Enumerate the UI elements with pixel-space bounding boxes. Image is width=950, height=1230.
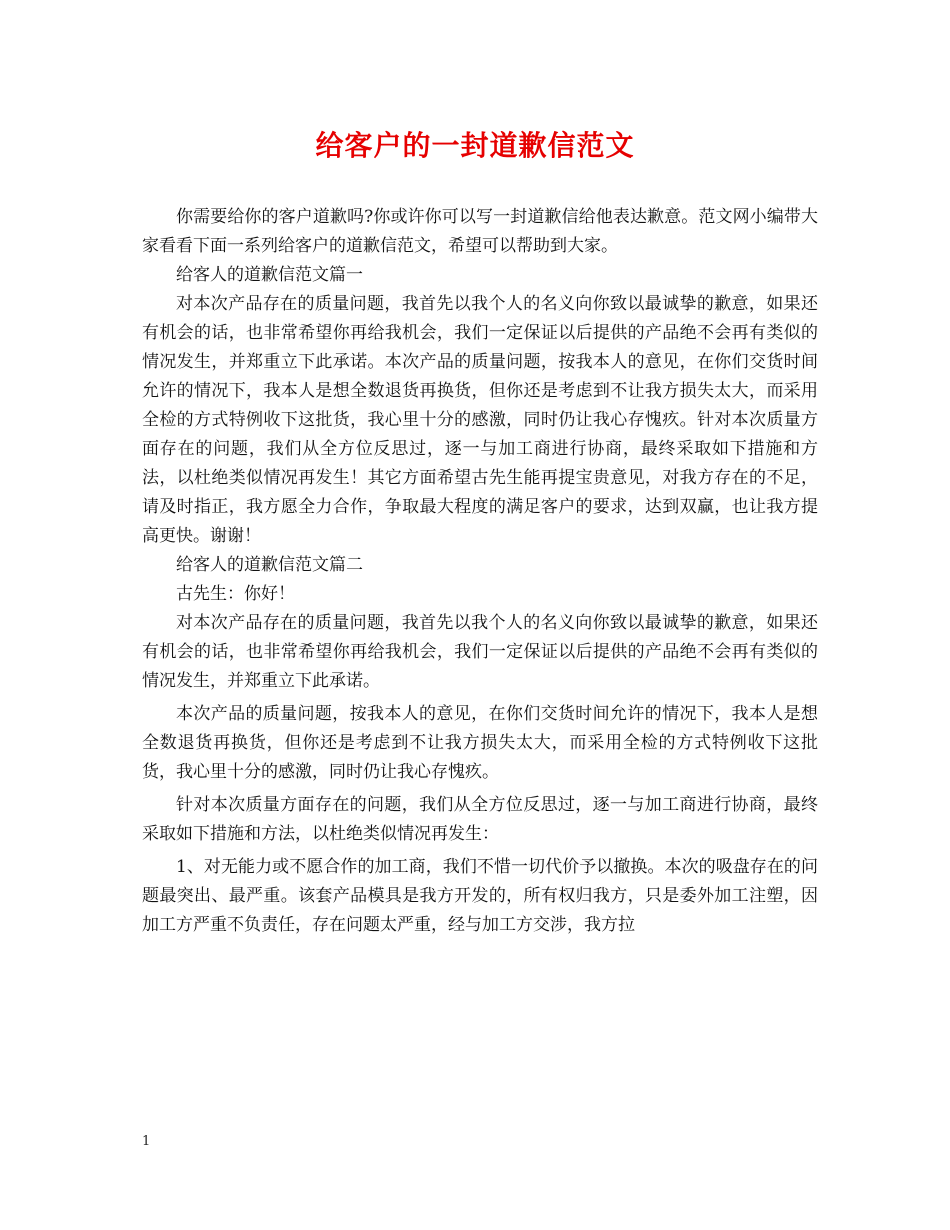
section-heading-2: 给客人的道歉信范文篇二: [176, 555, 363, 575]
body-paragraph: 对本次产品存在的质量问题，我首先以我个人的名义向你致以最诚挚的歉意，如果还有机会的话，也非常希望你再给我机会，我们一定保证以后提供的产品绝不会再有类似的情况发生，并郑重立下此承诺。本次产品的质量问题，按我本人的意见，在你们交货时间允许的情况下，我本人是想全数退货再换货，但你还是考虑到不让我方损失太大，而采用全检的方式特例收下这批货，我心里十分的感激，同时仍让我心存愧疚。针对本次质量方面存在的问题，我们从全方位反思过，逐一与加工商进行协商，最终采取如下措施和方法，以杜绝类似情况再发生！其它方面希望古先生能再提宝贵意见，对我方存在的不足，请及时指正，我方愿全力合作，争取最大程度的满足客户的要求，达到双赢，也让我方提高更快。谢谢！: [142, 294, 818, 546]
document-body: [142, 203, 818, 940]
document-title: 给客户的一封道歉信范文: [315, 129, 635, 162]
page-number: 1: [142, 1134, 151, 1149]
salutation: 古先生：你好！: [176, 584, 295, 604]
intro-paragraph: 你需要给你的客户道歉吗?你或许你可以写一封道歉信给他表达歉意。范文网小编带大家看看下面一系列给客户的道歉信范文，希望可以帮助到大家。: [142, 207, 818, 256]
numbered-paragraph: 1、对无能力或不愿合作的加工商，我们不惜一切代价予以撤换。本次的吸盘存在的问题最突出、最严重。该套产品模具是我方开发的，所有权归我方，只是委外加工注塑，因加工方严重不负责任，存在问题太严重，经与加工方交涉，我方拉: [142, 857, 818, 935]
body-paragraph: 对本次产品存在的质量问题，我首先以我个人的名义向你致以最诚挚的歉意，如果还有机会的话，也非常希望你再给我机会，我们一定保证以后提供的产品绝不会再有类似的情况发生，并郑重立下此承诺。: [142, 613, 818, 691]
body-paragraph: 针对本次质量方面存在的问题，我们从全方位反思过，逐一与加工商进行协商，最终采取如下措施和方法，以杜绝类似情况再发生：: [142, 795, 818, 844]
section-heading-1: 给客人的道歉信范文篇一: [176, 265, 363, 285]
body-paragraph: 本次产品的质量问题，按我本人的意见，在你们交货时间允许的情况下，我本人是想全数退货再换货，但你还是考虑到不让我方损失太大，而采用全检的方式特例收下这批货，我心里十分的感激，同时仍让我心存愧疚。: [142, 704, 818, 782]
